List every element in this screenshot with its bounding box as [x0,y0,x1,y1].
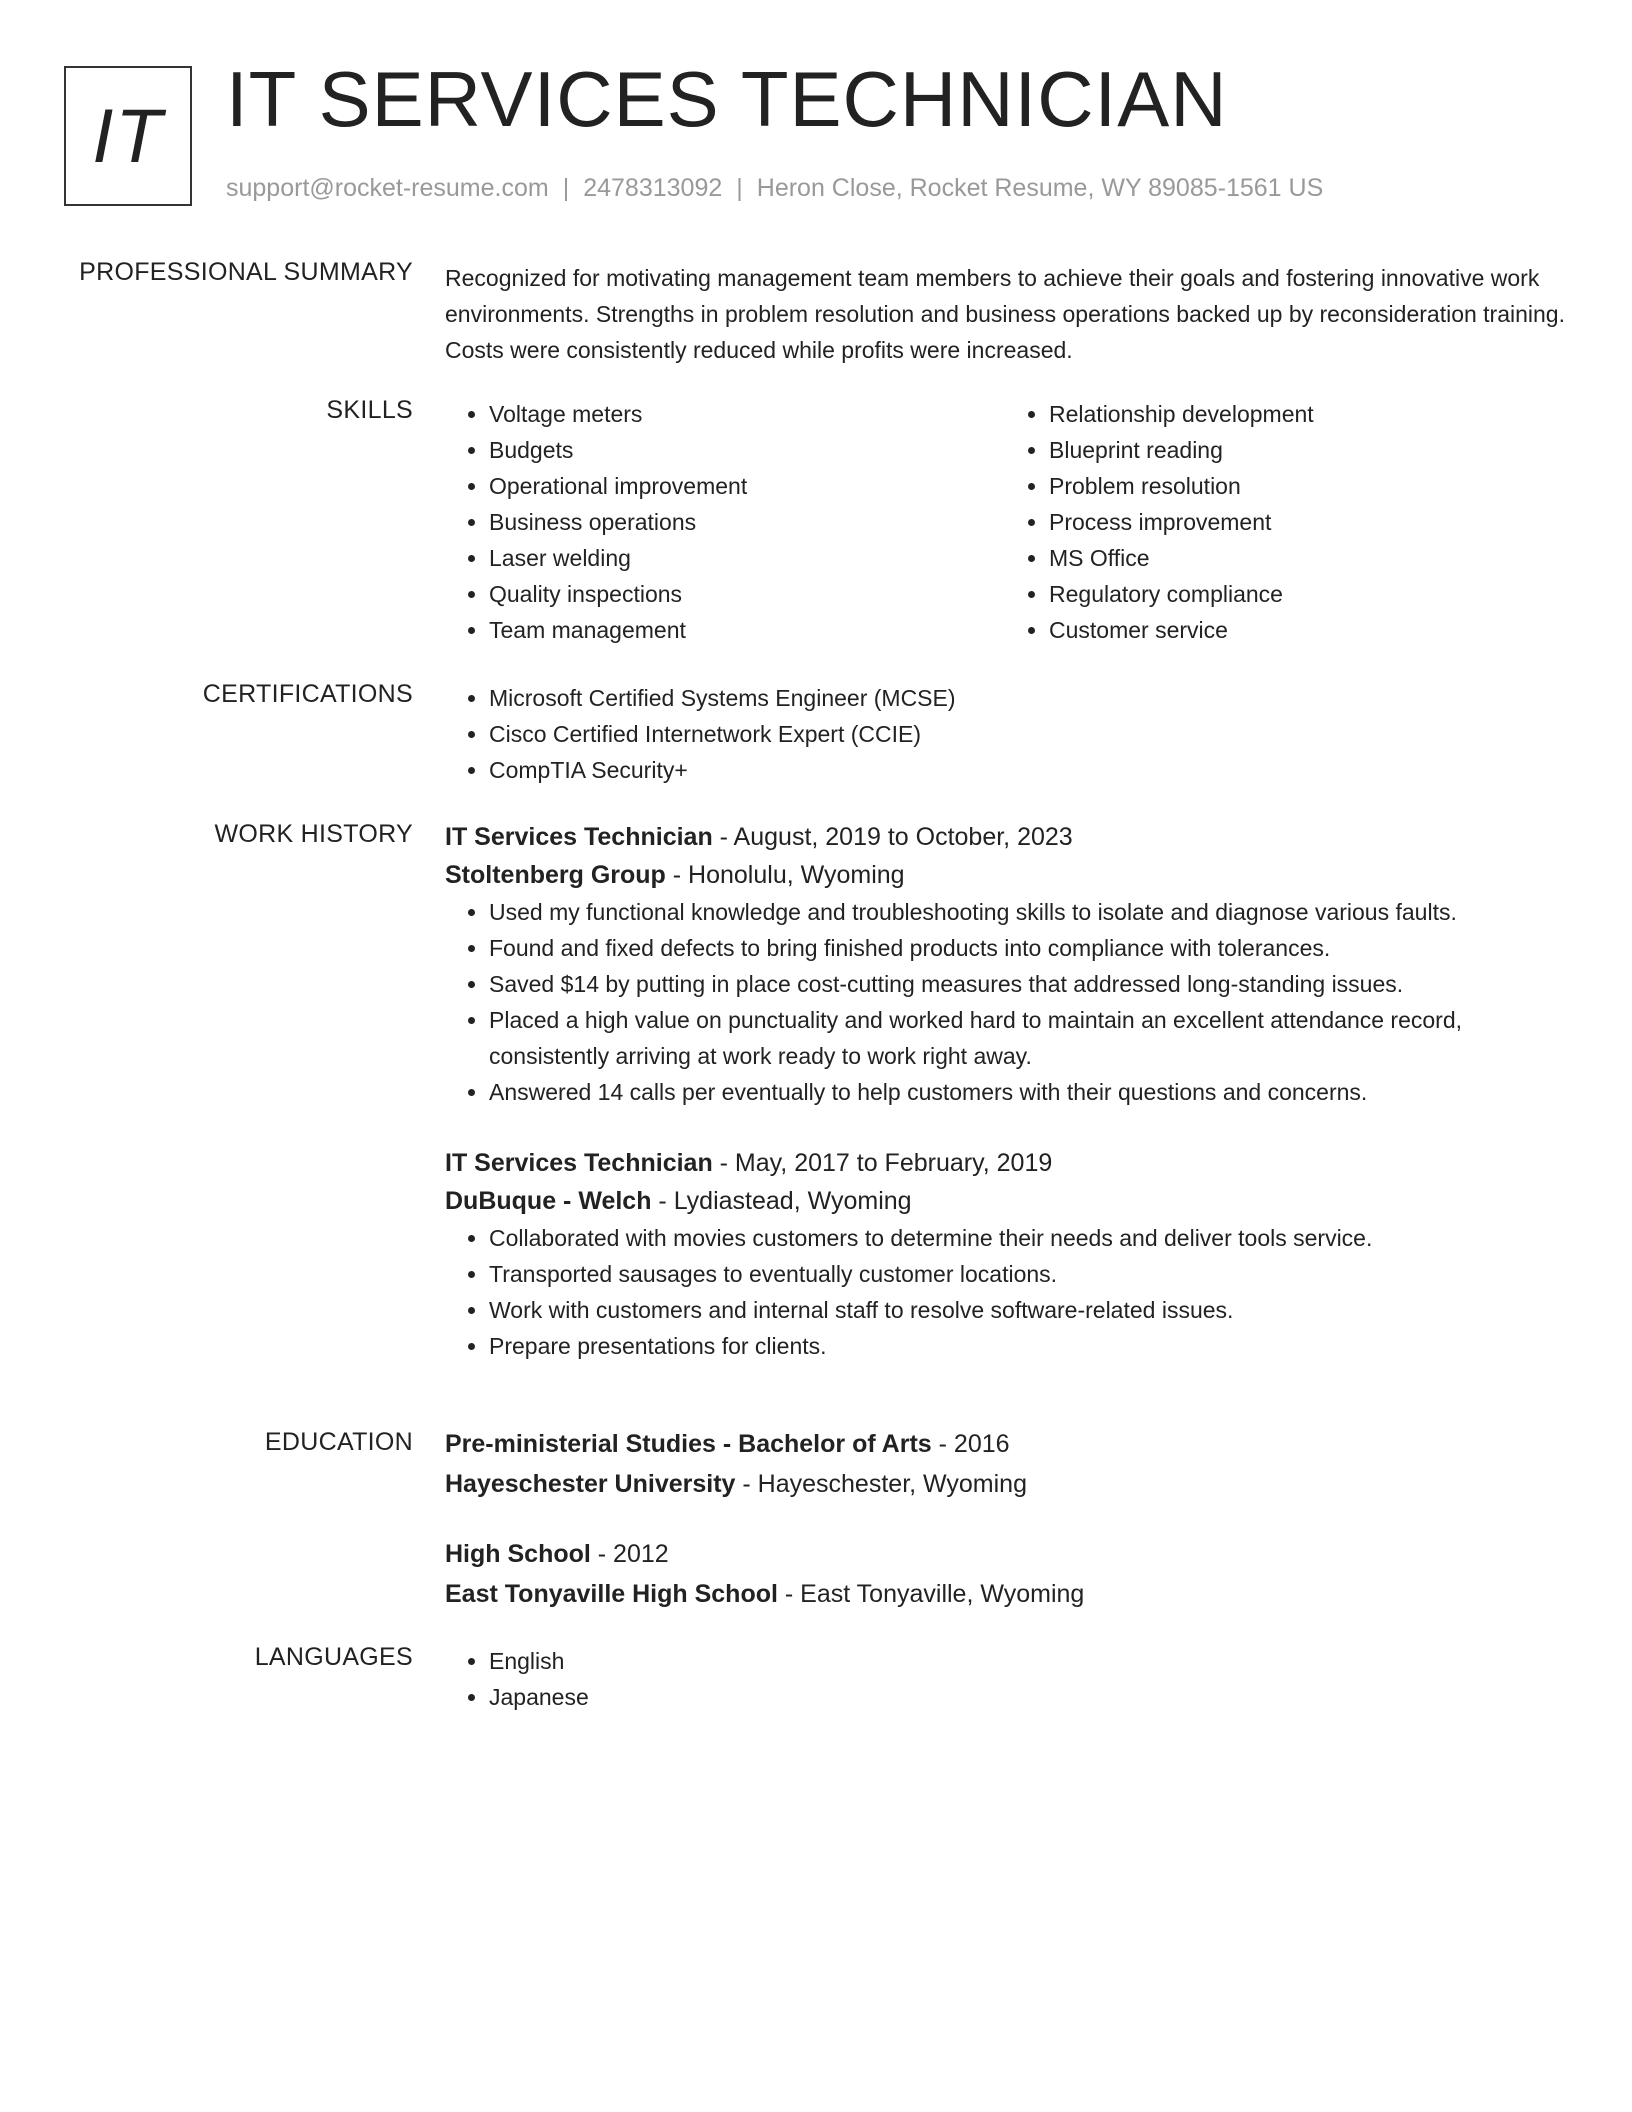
skill-item: • Business operations [489,504,1005,540]
education-school: East Tonyaville High School [445,1580,778,1608]
skill-item: • Budgets [489,432,1005,468]
education-school-line [445,1464,1565,1504]
monogram-badge: IT [64,66,192,206]
section-label-education: EDUCATION [264,1428,413,1456]
job-bullet: • Collaborated with movies customers to determine their needs and deliver tools service. [489,1220,1565,1256]
skill-item: • Problem resolution [1049,468,1565,504]
job-bullet: • Work with customers and internal staff to resolve software-related issues. [489,1292,1565,1328]
certifications-body [445,680,1565,788]
job-company-line [445,1182,1565,1220]
education-school-line [445,1574,1565,1614]
language-item: • Japanese [489,1679,1565,1715]
languages-body [445,1643,1565,1715]
job-bullets [445,894,1565,1110]
education-degree: Pre-ministerial Studies - Bachelor of Arts [445,1430,932,1458]
job-bullet: • Answered 14 calls per eventually to help customers with their questions and concerns. [489,1074,1565,1110]
language-item: • English [489,1643,1565,1679]
section-label-certifications: CERTIFICATIONS [202,680,413,708]
contact-address: Heron Close, Rocket Resume, WY 89085-1561 US [756,174,1324,202]
resume-title: IT SERVICES TECHNICIAN [226,55,1228,143]
skill-item: • Operational improvement [489,468,1005,504]
job-dates: - August, 2019 to October, 2023 [712,823,1073,851]
contact-phone: 2478313092 [583,174,723,202]
job-bullet: • Placed a high value on punctuality and worked hard to maintain an excellent attendance record, consistently arriving at work ready to work right away. [489,1002,1565,1074]
skill-item: • Team management [489,612,1005,648]
certifications-list [445,680,1565,788]
job-title: IT Services Technician [445,1149,713,1177]
contact-separator: | [736,174,743,202]
contact-separator: | [562,174,570,202]
contact-line [226,174,1323,203]
skill-item: • Quality inspections [489,576,1005,612]
certification-item: • Microsoft Certified Systems Engineer (MCSE) [489,680,1565,716]
skill-item: • Voltage meters [489,396,1005,432]
education-degree: High School [445,1540,591,1568]
job-bullet: • Transported sausages to eventually customer locations. [489,1256,1565,1292]
work-history-body [445,818,1565,1398]
skills-body [445,396,1565,648]
skills-columns [445,396,1565,648]
summary-text: Recognized for motivating management team members to achieve their goals and fostering innovative work environments. Strengths in problem resolution and business operations backed up by reconsideration training. Costs were consistently reduced while profits were increased. [445,265,1565,363]
education-degree-line [445,1424,1565,1464]
skill-item: • Blueprint reading [1049,432,1565,468]
section-label-summary: PROFESSIONAL SUMMARY [79,258,413,286]
job-title-line [445,818,1565,856]
education-entry [445,1534,1565,1614]
job-location: - Honolulu, Wyoming [665,861,905,889]
skill-item: • Customer service [1049,612,1565,648]
certification-item: • CompTIA Security+ [489,752,1565,788]
skill-item: • Process improvement [1049,504,1565,540]
job-bullet: • Prepare presentations for clients. [489,1328,1565,1364]
skills-list-right [1005,396,1565,648]
education-location: - Hayeschester, Wyoming [735,1470,1027,1498]
job-company: Stoltenberg Group [445,861,666,889]
skill-item: • MS Office [1049,540,1565,576]
education-year: - 2012 [590,1540,669,1568]
contact-email: support@rocket-resume.com [226,174,549,202]
job-company-line [445,856,1565,894]
job-entry [445,818,1565,1110]
skill-item: • Relationship development [1049,396,1565,432]
certification-item: • Cisco Certified Internetwork Expert (CCIE) [489,716,1565,752]
job-bullet: • Found and fixed defects to bring finished products into compliance with tolerances. [489,930,1565,966]
section-label-skills: SKILLS [326,396,413,424]
education-year: - 2016 [931,1430,1010,1458]
languages-list [445,1643,1565,1715]
job-dates: - May, 2017 to February, 2019 [712,1149,1053,1177]
job-location: - Lydiastead, Wyoming [651,1187,912,1215]
job-entry [445,1144,1565,1364]
skill-item: • Regulatory compliance [1049,576,1565,612]
job-bullet: • Used my functional knowledge and troubleshooting skills to isolate and diagnose various faults. [489,894,1565,930]
education-body [445,1424,1565,1644]
job-bullet: • Saved $14 by putting in place cost-cutting measures that addressed long-standing issues. [489,966,1565,1002]
skill-item: • Laser welding [489,540,1005,576]
education-entry [445,1424,1565,1504]
education-degree-line [445,1534,1565,1574]
skills-list-left [445,396,1005,648]
job-title-line [445,1144,1565,1182]
education-location: - East Tonyaville, Wyoming [777,1580,1085,1608]
education-school: Hayeschester University [445,1470,736,1498]
job-bullets [445,1220,1565,1364]
job-title: IT Services Technician [445,823,713,851]
section-label-work-history: WORK HISTORY [214,820,413,848]
section-label-languages: LANGUAGES [254,1643,413,1671]
job-company: DuBuque - Welch [445,1187,652,1215]
